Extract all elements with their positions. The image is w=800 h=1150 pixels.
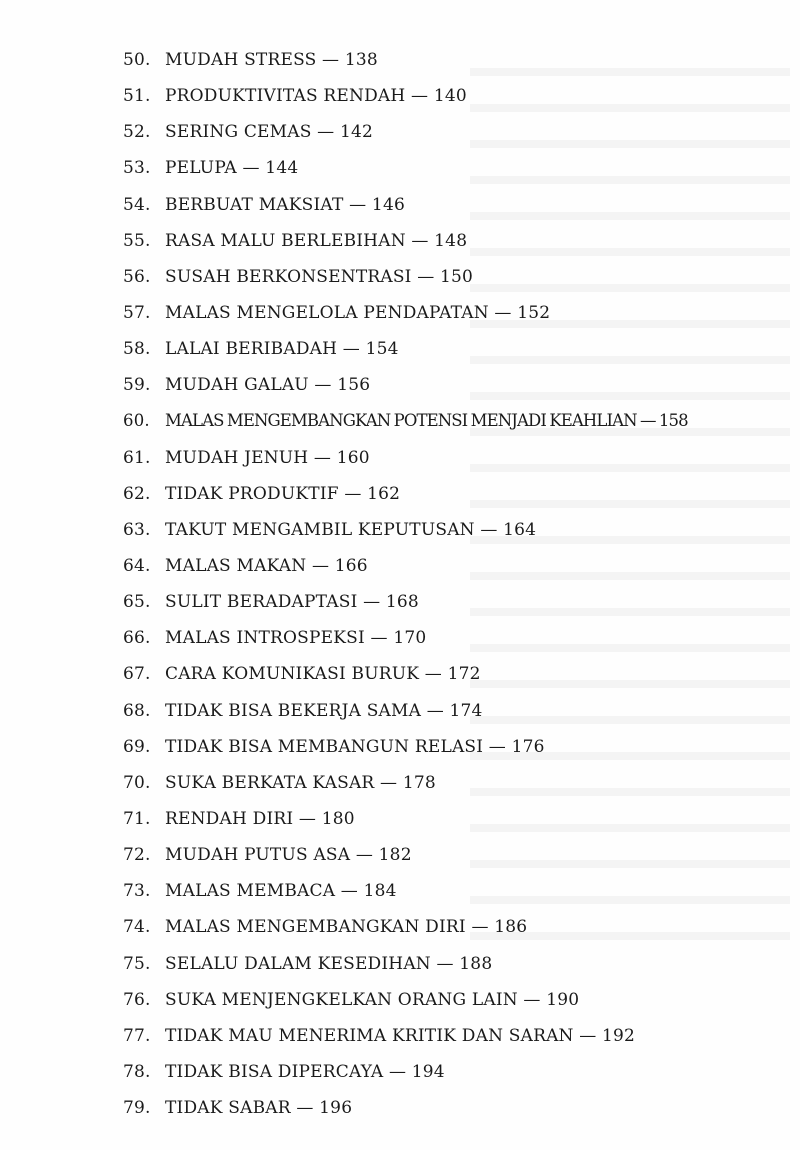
entry-title-page: MALAS MENGEMBANGKAN POTENSI MENJADI KEAHLIAN — 158	[165, 411, 688, 431]
entry-title-page: MALAS MENGEMBANGKAN DIRI — 186	[165, 917, 528, 938]
entry-number: 57.	[123, 302, 151, 323]
entry-title-page: BERBUAT MAKSIAT — 146	[165, 194, 405, 215]
entry-number: 62.	[123, 483, 151, 504]
toc-entry	[0, 982, 800, 1018]
entry-number: 58.	[123, 339, 151, 360]
entry-number: 75.	[123, 953, 151, 974]
entry-title-page: TIDAK BISA MEMBANGUN RELASI — 176	[165, 736, 545, 757]
toc-entry	[0, 403, 800, 439]
entry-title-page: TIDAK MAU MENERIMA KRITIK DAN SARAN — 192	[165, 1025, 636, 1046]
entry-title-page: SERING CEMAS — 142	[165, 122, 374, 143]
toc-entry	[0, 331, 800, 367]
toc-entry	[0, 259, 800, 295]
entry-number: 63.	[123, 519, 151, 540]
table-of-contents	[0, 42, 800, 1126]
entry-number: 78.	[123, 1061, 151, 1082]
entry-title-page: TIDAK PRODUKTIF — 162	[165, 483, 401, 504]
toc-entry	[0, 873, 800, 909]
entry-title-page: SUSAH BERKONSENTRASI — 150	[165, 266, 474, 287]
entry-number: 55.	[123, 230, 151, 251]
entry-title-page: MALAS INTROSPEKSI — 170	[165, 628, 427, 649]
entry-number: 60.	[123, 411, 150, 431]
entry-number: 70.	[123, 772, 151, 793]
toc-entry	[0, 42, 800, 78]
entry-title-page: SULIT BERADAPTASI — 168	[165, 592, 419, 613]
entry-title-page: MALAS MEMBACA — 184	[165, 881, 397, 902]
entry-title-page: PRODUKTIVITAS RENDAH — 140	[165, 86, 467, 107]
toc-entry	[0, 765, 800, 801]
entry-number: 64.	[123, 555, 151, 576]
entry-title-page: MALAS MENGELOLA PENDAPATAN — 152	[165, 302, 551, 323]
toc-entry	[0, 1090, 800, 1126]
toc-entry	[0, 150, 800, 186]
entry-number: 73.	[123, 881, 151, 902]
entry-number: 71.	[123, 808, 151, 829]
entry-number: 50.	[123, 50, 151, 70]
entry-title-page: SELALU DALAM KESEDIHAN — 188	[165, 953, 493, 974]
entry-title-page: MUDAH PUTUS ASA — 182	[165, 845, 412, 866]
toc-entry	[0, 476, 800, 512]
entry-number: 56.	[123, 266, 151, 287]
toc-entry	[0, 295, 800, 331]
entry-number: 54.	[123, 194, 151, 215]
entry-number: 51.	[123, 86, 151, 107]
entry-title-page: MALAS MAKAN — 166	[165, 555, 368, 576]
entry-title-page: MUDAH STRESS — 138	[165, 50, 378, 70]
entry-title-page: SUKA BERKATA KASAR — 178	[165, 772, 436, 793]
entry-number: 72.	[123, 845, 151, 866]
entry-title-page: TAKUT MENGAMBIL KEPUTUSAN — 164	[165, 519, 537, 540]
entry-number: 65.	[123, 592, 151, 613]
entry-number: 74.	[123, 917, 151, 938]
entry-number: 79.	[123, 1098, 151, 1119]
toc-entry	[0, 909, 800, 945]
entry-title-page: SUKA MENJENGKELKAN ORANG LAIN — 190	[165, 989, 580, 1010]
entry-number: 69.	[123, 736, 151, 757]
entry-title-page: RENDAH DIRI — 180	[165, 808, 355, 829]
toc-entry	[0, 620, 800, 656]
toc-entry	[0, 78, 800, 114]
entry-title-page: MUDAH GALAU — 156	[165, 375, 371, 396]
entry-title-page: MUDAH JENUH — 160	[165, 447, 370, 468]
entry-title-page: TIDAK SABAR — 196	[165, 1098, 353, 1119]
toc-entry	[0, 946, 800, 982]
toc-entry	[0, 114, 800, 150]
toc-entry	[0, 1018, 800, 1054]
entry-title-page: CARA KOMUNIKASI BURUK — 172	[165, 664, 481, 685]
toc-entry	[0, 548, 800, 584]
entry-number: 53.	[123, 158, 151, 179]
toc-entry	[0, 1054, 800, 1090]
entry-title-page: RASA MALU BERLEBIHAN — 148	[165, 230, 468, 251]
entry-number: 52.	[123, 122, 151, 143]
toc-entry	[0, 656, 800, 692]
toc-entry	[0, 223, 800, 259]
entry-number: 76.	[123, 989, 151, 1010]
entry-number: 67.	[123, 664, 151, 685]
toc-entry	[0, 837, 800, 873]
toc-entry	[0, 693, 800, 729]
toc-entry	[0, 801, 800, 837]
toc-entry	[0, 367, 800, 403]
entry-number: 61.	[123, 447, 151, 468]
entry-title-page: PELUPA — 144	[165, 158, 299, 179]
toc-entry	[0, 440, 800, 476]
entry-number: 77.	[123, 1025, 151, 1046]
toc-entry	[0, 584, 800, 620]
entry-title-page: TIDAK BISA BEKERJA SAMA — 174	[165, 700, 483, 721]
toc-entry	[0, 729, 800, 765]
toc-entry	[0, 512, 800, 548]
entry-title-page: LALAI BERIBADAH — 154	[165, 339, 399, 360]
entry-title-page: TIDAK BISA DIPERCAYA — 194	[165, 1061, 445, 1082]
entry-number: 59.	[123, 375, 151, 396]
entry-number: 66.	[123, 628, 151, 649]
toc-entry	[0, 187, 800, 223]
entry-number: 68.	[123, 700, 151, 721]
